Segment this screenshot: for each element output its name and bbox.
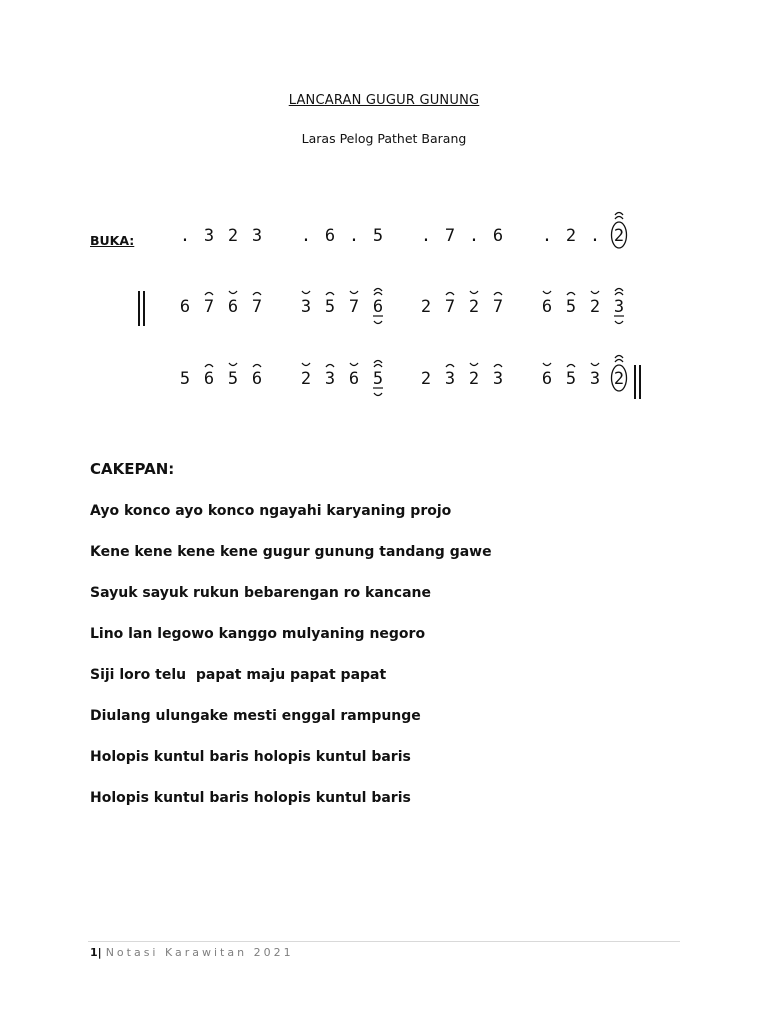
cakepan-heading: CAKEPAN: (90, 460, 175, 478)
cup-mark (350, 363, 358, 366)
footer-text: Notasi Karawitan 2021 (105, 946, 294, 959)
slur-mark (494, 365, 502, 368)
slur-mark (374, 289, 382, 292)
notation-dot: . (589, 226, 601, 246)
cup-mark (470, 363, 478, 366)
notation-note: 3 (300, 297, 312, 317)
notation-note: 6 (179, 297, 191, 317)
notation-note: 5 (565, 297, 577, 317)
cup-mark (374, 393, 382, 396)
notation-dot: . (300, 226, 312, 246)
cup-mark (229, 291, 237, 294)
notation-note: 5 (372, 369, 384, 389)
notation-dot: . (179, 226, 191, 246)
notation-note: 2 (420, 369, 432, 389)
notation-note: 3 (324, 369, 336, 389)
notation-note: 2 (589, 297, 601, 317)
notation-note: 7 (251, 297, 263, 317)
document-subtitle: Laras Pelog Pathet Barang (301, 131, 467, 146)
notation-note: 7 (348, 297, 360, 317)
slur-mark (567, 293, 575, 296)
notation-note: 6 (227, 297, 239, 317)
lyric-line: Holopis kuntul baris holopis kuntul baris (90, 790, 411, 806)
cup-mark (591, 363, 599, 366)
slur-mark (446, 293, 454, 296)
cup-mark (470, 291, 478, 294)
gamelan-notation (0, 0, 768, 420)
lyric-line: Lino lan legowo kanggo mulyaning negoro (90, 626, 426, 642)
lyric-line: Kene kene kene kene gugur gunung tandang gawe (90, 544, 492, 560)
notation-dot: . (420, 226, 432, 246)
notation-note: 2 (613, 226, 625, 246)
slur-mark (615, 217, 623, 220)
notation-note: 6 (492, 226, 504, 246)
notation-note: 5 (179, 369, 191, 389)
slur-mark (326, 293, 334, 296)
lyric-line: Diulang ulungake mesti enggal rampunge (90, 708, 421, 724)
cup-mark (543, 291, 551, 294)
notation-note: 3 (251, 226, 263, 246)
notation-note: 6 (541, 297, 553, 317)
slur-mark (326, 365, 334, 368)
slur-mark (253, 365, 261, 368)
notation-note: 6 (372, 297, 384, 317)
notation-note: 3 (444, 369, 456, 389)
cup-mark (302, 291, 310, 294)
notation-note: 3 (203, 226, 215, 246)
notation-note: 3 (589, 369, 601, 389)
notation-note: 5 (565, 369, 577, 389)
notation-note: 6 (203, 369, 215, 389)
notation-note: 3 (492, 369, 504, 389)
cup-mark (350, 291, 358, 294)
footer-separator: | (97, 946, 102, 959)
slur-mark (253, 293, 261, 296)
notation-note: 3 (613, 297, 625, 317)
slur-mark (374, 365, 382, 368)
notation-note: 2 (468, 369, 480, 389)
lyric-line: Ayo konco ayo konco ngayahi karyaning projo (90, 503, 452, 519)
slur-mark (374, 361, 382, 364)
document-title: LANCARAN GUGUR GUNUNG (288, 93, 480, 108)
slur-mark (615, 293, 623, 296)
notation-note: 7 (203, 297, 215, 317)
cup-mark (229, 363, 237, 366)
notation-note: 2 (613, 369, 625, 389)
notation-note: 7 (444, 297, 456, 317)
notation-note: 2 (300, 369, 312, 389)
notation-note: 5 (227, 369, 239, 389)
slur-mark (374, 293, 382, 296)
cup-mark (302, 363, 310, 366)
notation-note: 7 (444, 226, 456, 246)
footer-divider (88, 941, 680, 942)
slur-mark (615, 213, 623, 216)
cup-mark (543, 363, 551, 366)
notation-dot: . (541, 226, 553, 246)
slur-mark (615, 360, 623, 363)
notation-note: 6 (251, 369, 263, 389)
slur-mark (205, 293, 213, 296)
cup-mark (615, 321, 623, 324)
notation-note: 2 (565, 226, 577, 246)
notation-note: 6 (348, 369, 360, 389)
cup-mark (374, 321, 382, 324)
notation-note: 2 (468, 297, 480, 317)
slur-mark (615, 356, 623, 359)
notation-note: 6 (541, 369, 553, 389)
buka-label: BUKA: (90, 233, 135, 248)
page-footer (90, 946, 294, 959)
notation-note: 6 (324, 226, 336, 246)
notation-note: 2 (420, 297, 432, 317)
notation-note: 5 (324, 297, 336, 317)
lyric-line: Holopis kuntul baris holopis kuntul baris (90, 749, 411, 765)
slur-mark (205, 365, 213, 368)
slur-mark (615, 289, 623, 292)
notation-note: 5 (372, 226, 384, 246)
cup-mark (591, 291, 599, 294)
page-number: 1 (90, 946, 98, 959)
notation-dot: . (468, 226, 480, 246)
lyric-line: Sayuk sayuk rukun bebarengan ro kancane (90, 585, 431, 601)
slur-mark (567, 365, 575, 368)
notation-note: 7 (492, 297, 504, 317)
lyrics-list (90, 502, 492, 830)
notation-note: 2 (227, 226, 239, 246)
slur-mark (446, 365, 454, 368)
lyric-line: Siji loro telu papat maju papat papat (90, 667, 387, 683)
notation-dot: . (348, 226, 360, 246)
slur-mark (494, 293, 502, 296)
